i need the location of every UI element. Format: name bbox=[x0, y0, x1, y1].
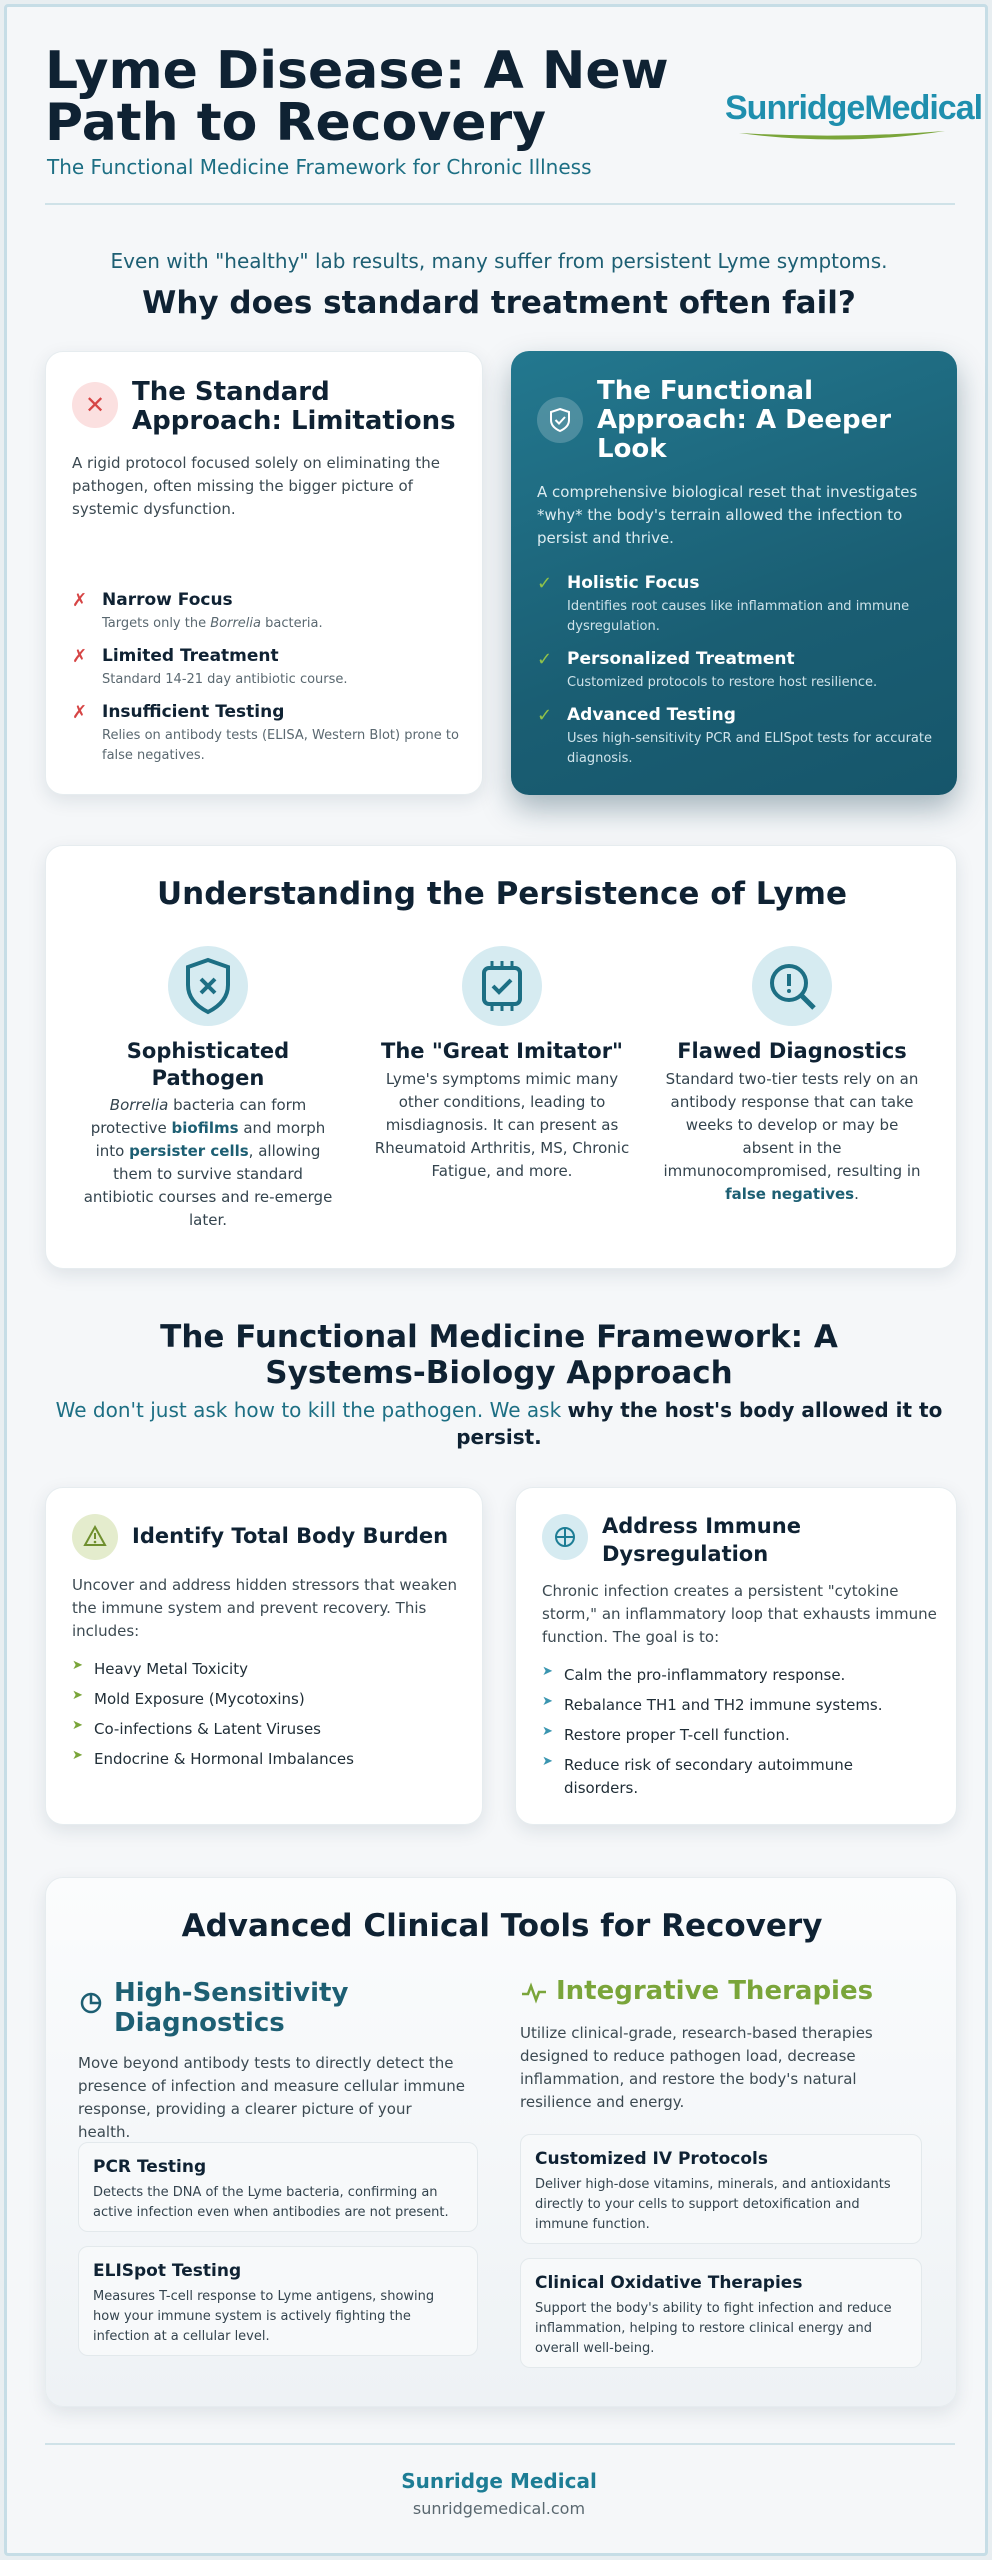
warning-icon bbox=[72, 1514, 118, 1560]
list-item bbox=[537, 649, 933, 699]
tools-title: Advanced Clinical Tools for Recovery bbox=[181, 1908, 823, 1944]
list-item bbox=[72, 590, 462, 640]
list-item: ➤ Endocrine & Hormonal Imbalances bbox=[72, 1748, 354, 1768]
diag-body: Move beyond antibody tests to directly detect the presence of infection and measure cellular immune response, providing a clearer picture of your health. bbox=[78, 2054, 465, 2141]
list-item bbox=[537, 573, 933, 633]
box-desc: Deliver high-dose vitamins, minerals, and antioxidants directly to your cells to support detoxification and immune function. bbox=[535, 2177, 891, 2232]
cross-icon: ✗ bbox=[72, 646, 88, 667]
box-title: ELISpot Testing bbox=[93, 2261, 242, 2281]
box-title: Customized IV Protocols bbox=[535, 2149, 768, 2169]
arrow-icon: ➤ bbox=[72, 1688, 83, 1703]
standard-title: The Standard Approach: Limitations bbox=[132, 377, 456, 436]
burden-title: Identify Total Body Burden bbox=[132, 1524, 449, 1548]
item-title: Holistic Focus bbox=[567, 573, 700, 593]
tools-card bbox=[45, 1877, 957, 2407]
functional-body: A comprehensive biological reset that investigates *why* the body's terrain allowed the infection to persist and thrive. bbox=[537, 483, 918, 547]
list-item: ➤ Rebalance TH1 and TH2 immune systems. bbox=[542, 1694, 883, 1714]
item-title: Narrow Focus bbox=[102, 590, 233, 610]
box-title: PCR Testing bbox=[93, 2157, 207, 2177]
burden-body: Uncover and address hidden stressors that weaken the immune system and prevent recovery. This includes: bbox=[72, 1576, 457, 1640]
check-icon: ✓ bbox=[537, 573, 553, 594]
elispot-box bbox=[78, 2246, 478, 2356]
item-desc: Uses high-sensitivity PCR and ELISpot tests for accurate diagnosis. bbox=[567, 731, 932, 766]
page-subtitle: The Functional Medicine Framework for Chronic Illness bbox=[47, 155, 592, 179]
col-body: Borrelia bacteria can form protective biofilms and morph into persister cells, allowing them to survive standard antibiotic courses and re-emerge later. bbox=[83, 1096, 333, 1229]
standard-approach-card bbox=[45, 351, 483, 795]
col-body: Standard two-tier tests rely on an antibody response that can take weeks to develop or may be absent in the immunocompromised, resulting in false negatives. bbox=[663, 1070, 921, 1203]
close-x-icon: ✕ bbox=[72, 382, 118, 428]
chart-icon bbox=[78, 1990, 104, 2020]
list-item bbox=[72, 646, 462, 696]
list-item: ➤ Mold Exposure (Mycotoxins) bbox=[72, 1688, 305, 1708]
box-desc: Measures T-cell response to Lyme antigens, showing how your immune system is actively fighting the infection at a cellular level. bbox=[93, 2289, 435, 2344]
arrow-icon: ➤ bbox=[542, 1754, 553, 1769]
list-item: ➤ Reduce risk of secondary autoimmune disorders. bbox=[542, 1754, 853, 1797]
magnifier-icon bbox=[752, 946, 832, 1026]
col-title: Flawed Diagnostics bbox=[677, 1039, 907, 1063]
list-item: ➤ Calm the pro-inflammatory response. bbox=[542, 1664, 846, 1684]
persistence-title: Understanding the Persistence of Lyme bbox=[156, 876, 847, 912]
pcr-box bbox=[78, 2142, 478, 2232]
page-title: Lyme Disease: A New Path to Recovery bbox=[45, 41, 669, 153]
functional-title: The Functional Approach: A Deeper Look bbox=[597, 376, 892, 464]
immune-body: Chronic infection creates a persistent "cytokine storm," an inflammatory loop that exhausts immune function. The goal is to: bbox=[542, 1582, 937, 1646]
body-burden-card bbox=[45, 1487, 483, 1825]
item-desc: Relies on antibody tests (ELISA, Western Blot) prone to false negatives. bbox=[102, 728, 459, 763]
header-divider bbox=[45, 203, 955, 205]
footer-divider bbox=[45, 2443, 955, 2445]
col-body: Lyme's symptoms mimic many other conditions, leading to misdiagnosis. It can present as Rheumatoid Arthritis, MS, Chronic Fatigue, and more. bbox=[374, 1070, 630, 1180]
cross-icon: ✗ bbox=[72, 702, 88, 723]
box-desc: Detects the DNA of the Lyme bacteria, confirming an active infection even when antibodies are not present. bbox=[93, 2185, 449, 2220]
infographic-page bbox=[4, 4, 988, 2556]
arrow-icon: ➤ bbox=[72, 1748, 83, 1763]
footer-brand: Sunridge Medical bbox=[401, 2469, 597, 2493]
framework-subtitle: We don't just ask how to kill the pathogen. We ask why the host's body allowed it to persist. bbox=[55, 1398, 943, 1449]
arrow-icon: ➤ bbox=[72, 1658, 83, 1673]
list-item bbox=[72, 702, 462, 772]
col-title: The "Great Imitator" bbox=[381, 1039, 623, 1063]
pulse-icon bbox=[520, 1980, 548, 2010]
list-item: ➤ Restore proper T-cell function. bbox=[542, 1724, 790, 1744]
immune-title: Address Immune Dysregulation bbox=[602, 1514, 801, 1566]
logo-text: SunridgeMedical bbox=[725, 89, 983, 127]
iv-box bbox=[520, 2134, 922, 2244]
cross-icon: ✗ bbox=[72, 590, 88, 611]
crosshair-icon bbox=[542, 1514, 588, 1560]
arrow-icon: ➤ bbox=[542, 1664, 553, 1679]
item-title: Limited Treatment bbox=[102, 646, 279, 666]
arrow-icon: ➤ bbox=[542, 1694, 553, 1709]
logo-swoosh-icon bbox=[725, 125, 959, 145]
list-item bbox=[537, 705, 933, 765]
item-desc: Identifies root causes like inflammation and immune dysregulation. bbox=[567, 599, 910, 634]
check-icon: ✓ bbox=[537, 649, 553, 670]
framework-title: The Functional Medicine Framework: A Systems-Biology Approach bbox=[160, 1319, 838, 1391]
ther-body: Utilize clinical-grade, research-based therapies designed to reduce pathogen load, decrease inflammation, and restore the body's natural resilience and energy. bbox=[520, 2024, 873, 2111]
item-desc: Customized protocols to restore host resilience. bbox=[567, 675, 878, 690]
list-item: ➤ Heavy Metal Toxicity bbox=[72, 1658, 248, 1678]
checklist-icon bbox=[462, 946, 542, 1026]
immune-card bbox=[515, 1487, 957, 1825]
ther-title: Integrative Therapies bbox=[556, 1976, 874, 2006]
item-title: Personalized Treatment bbox=[567, 649, 795, 669]
brand-logo[interactable] bbox=[725, 83, 983, 149]
standard-body: A rigid protocol focused solely on eliminating the pathogen, often missing the bigger picture of systemic dysfunction. bbox=[72, 454, 440, 518]
intro-line: Even with "healthy" lab results, many suffer from persistent Lyme symptoms. bbox=[110, 249, 888, 273]
intro-question: Why does standard treatment often fail? bbox=[142, 285, 856, 321]
item-title: Insufficient Testing bbox=[102, 702, 285, 722]
shield-check-icon bbox=[537, 397, 583, 443]
oxidative-box bbox=[520, 2258, 922, 2368]
arrow-icon: ➤ bbox=[72, 1718, 83, 1733]
box-desc: Support the body's ability to fight infection and reduce inflammation, helping to restore clinical energy and overall well-being. bbox=[535, 2301, 892, 2356]
footer-url-link[interactable]: sunridgemedical.com bbox=[412, 2499, 586, 2518]
persistence-card bbox=[45, 845, 957, 1269]
list-item: ➤ Co-infections & Latent Viruses bbox=[72, 1718, 321, 1738]
check-icon: ✓ bbox=[537, 705, 553, 726]
col-title: Sophisticated Pathogen bbox=[126, 1039, 290, 1090]
box-title: Clinical Oxidative Therapies bbox=[535, 2273, 803, 2293]
diag-title: High-Sensitivity Diagnostics bbox=[114, 1978, 349, 2038]
item-title: Advanced Testing bbox=[567, 705, 736, 725]
shield-x-icon bbox=[168, 946, 248, 1026]
item-desc: Standard 14-21 day antibiotic course. bbox=[102, 672, 348, 687]
item-desc: Targets only the Borrelia bacteria. bbox=[102, 616, 323, 631]
functional-approach-card bbox=[511, 351, 957, 795]
arrow-icon: ➤ bbox=[542, 1724, 553, 1739]
